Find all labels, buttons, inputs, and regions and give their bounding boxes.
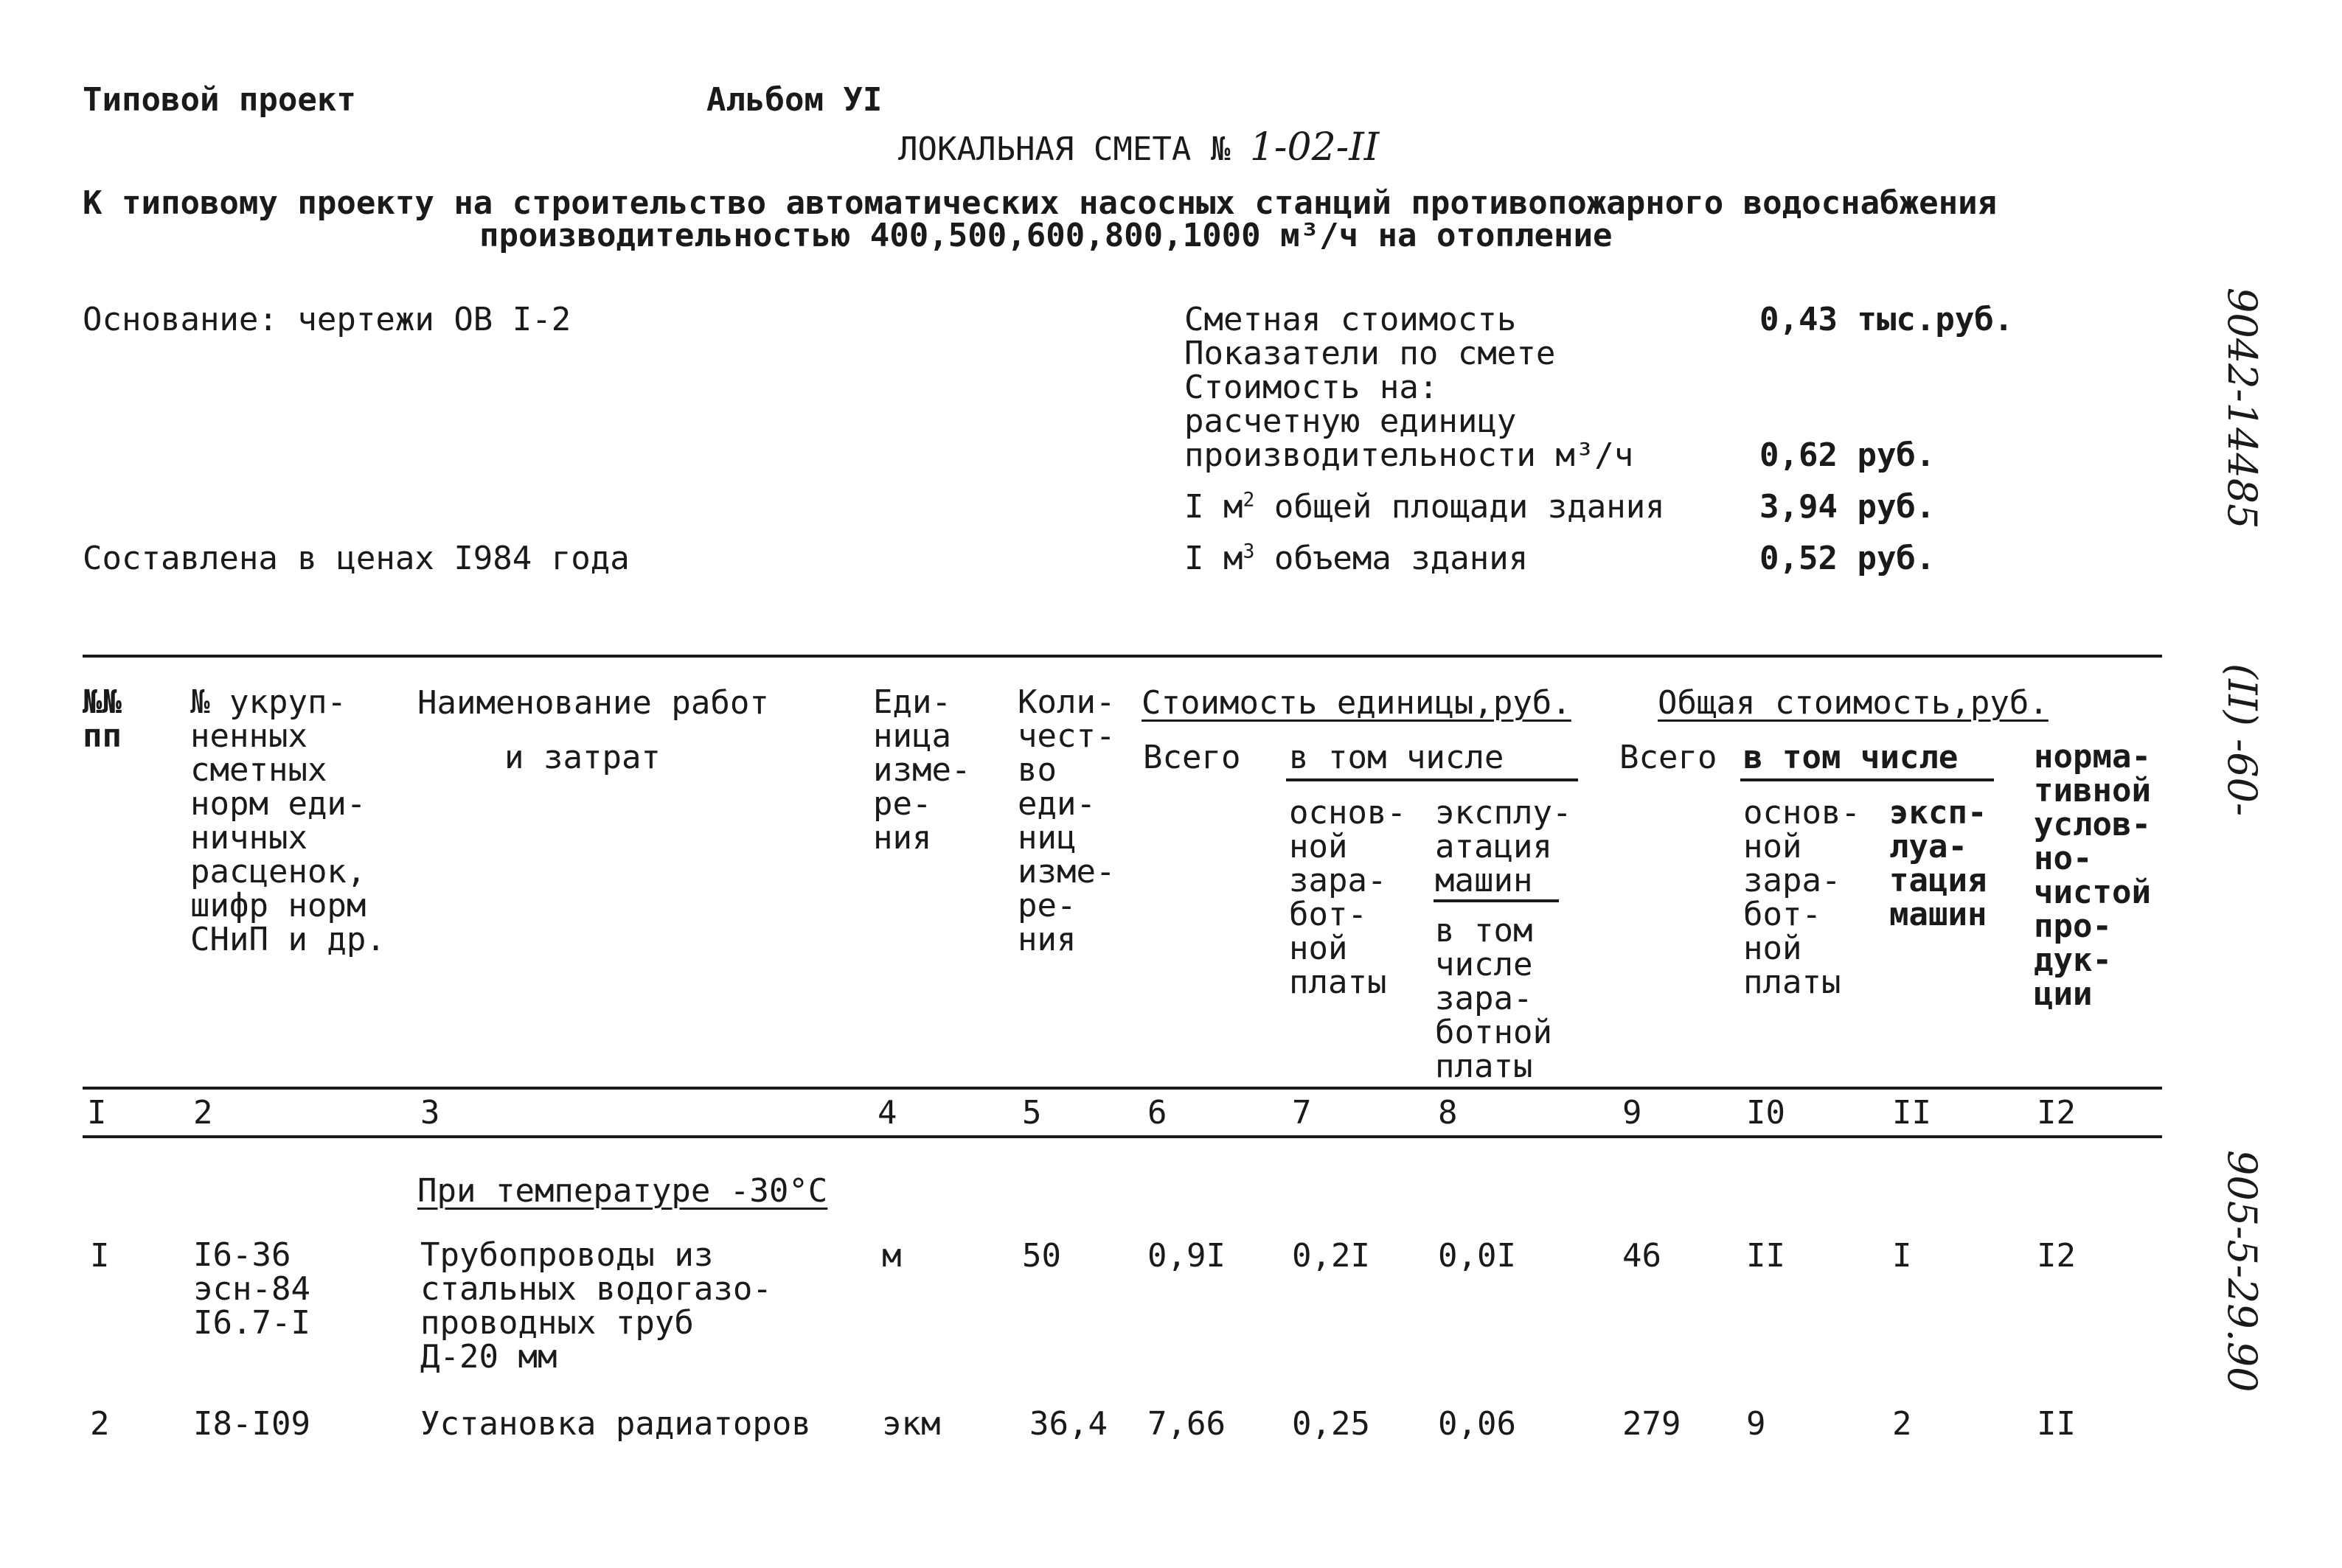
estimate-title (898, 125, 1380, 170)
volume-label-sup: 3 (1243, 540, 1255, 563)
row1-unit: м (882, 1237, 902, 1275)
row1-code (193, 1238, 310, 1340)
col2-header (190, 683, 386, 958)
col3-header-line2: и затрат (504, 739, 661, 776)
unit-including-underline (1286, 778, 1578, 781)
total-including-header: в том числе (1743, 739, 1959, 776)
col4-header-text: Еди- ница изме- ре- ния (873, 683, 971, 857)
col5-header-text: Коли- чест- во еди- ниц изме- ре- ния (1018, 683, 1116, 958)
row1-code-text: I6-36 эсн-84 I6.7-I (193, 1236, 310, 1342)
normative-header (2034, 740, 2151, 1011)
basis-label: Основание: чертежи ОВ I-2 (83, 301, 571, 338)
row1-unit-wage: 0,2I (1292, 1237, 1370, 1275)
colnum-7: 7 (1292, 1094, 1312, 1132)
cost-per-label: Стоимость на: (1184, 369, 1439, 406)
header-bottom-rule (83, 1087, 2162, 1090)
colnum-11: II (1892, 1094, 1931, 1132)
colnum-2: 2 (193, 1094, 213, 1132)
unit-incl-wage-header (1435, 914, 1552, 1084)
unit-machine-text: эксплу- атация машин (1435, 794, 1572, 899)
total-machine-text: эксп- луа- тация машин (1889, 794, 1987, 933)
total-cost-group-header: Общая стоимость,руб. (1658, 684, 2049, 722)
section-title: При температуре -30°С (417, 1172, 828, 1210)
row2-total: 279 (1622, 1405, 1681, 1443)
total-machine-header (1889, 796, 1987, 932)
row1-unit-total: 0,9I (1147, 1237, 1226, 1275)
row2-code: I8-I09 (193, 1405, 310, 1443)
row1-total-machine: I (1892, 1237, 1912, 1275)
colnum-6: 6 (1147, 1094, 1167, 1132)
col2-header-text: № укруп- ненных сметных норм еди- ничных расценок, шифр норм СНиП и др. (190, 683, 386, 958)
colnum-10: I0 (1746, 1094, 1785, 1132)
volume-label (1184, 541, 1528, 576)
unit-base-wage-header (1289, 796, 1406, 1000)
area-label-sup: 2 (1243, 488, 1255, 512)
colnum-9: 9 (1622, 1094, 1642, 1132)
row2-unit-total: 7,66 (1147, 1405, 1226, 1443)
column-numbers-rule (83, 1135, 2162, 1138)
subject-line-1: К типовому проекту на строительство автоматических насосных станций противопожарного водоснабжения (83, 184, 1998, 222)
unit-label-1: расчетную единицу (1184, 403, 1517, 440)
colnum-8: 8 (1438, 1094, 1458, 1132)
unit-value: 0,62 руб. (1759, 436, 1936, 474)
row2-unit: экм (882, 1405, 941, 1443)
area-label-prefix: I м (1184, 488, 1243, 526)
row2-total-machine: 2 (1892, 1405, 1912, 1443)
cost-value: 0,43 тыс.руб. (1759, 301, 2014, 338)
row1-number: I (90, 1237, 110, 1275)
prices-label: Составлена в ценах I984 года (83, 540, 630, 577)
col1-header-text: №№ пп (83, 683, 122, 755)
col5-header (1018, 683, 1116, 958)
area-value: 3,94 руб. (1759, 488, 1936, 526)
margin-note-1: 9042-14485 (2219, 288, 2265, 529)
row2-number: 2 (90, 1405, 110, 1443)
row1-name (420, 1238, 772, 1374)
colnum-5: 5 (1022, 1094, 1042, 1132)
row2-name: Установка радиаторов (420, 1405, 811, 1443)
margin-note-3: 905-5-29.90 (2219, 1150, 2265, 1393)
album-label: Альбом УI (706, 81, 883, 119)
unit-label-2: производительности м³/ч (1184, 436, 1634, 474)
estimate-number: 1-02-II (1249, 125, 1380, 170)
colnum-1: I (87, 1094, 107, 1132)
margin-note-2: (II) -60- (2219, 663, 2265, 817)
total-base-wage-text: основ- ной зара- бот- ной платы (1743, 794, 1860, 1001)
unit-including-header: в том числе (1289, 739, 1504, 776)
area-label-rest: общей площади здания (1254, 488, 1665, 526)
row2-unit-machine: 0,06 (1438, 1405, 1516, 1443)
row1-total-wage: II (1746, 1237, 1785, 1275)
unit-cost-group-header: Стоимость единицы,руб. (1142, 684, 1571, 722)
unit-base-wage-text: основ- ной зара- бот- ной платы (1289, 794, 1406, 1001)
unit-machine-header (1435, 796, 1571, 898)
row1-normative: I2 (2037, 1237, 2076, 1275)
unit-incl-wage-text: в том числе зара- ботной платы (1435, 912, 1552, 1085)
normative-text: норма- тивной услов- но- чистой про- дук- ции (2034, 738, 2151, 1013)
row1-name-text: Трубопроводы из стальных водогазо- проводных труб Д-20 мм (420, 1236, 772, 1376)
row2-normative: II (2037, 1405, 2076, 1443)
row2-unit-wage: 0,25 (1292, 1405, 1370, 1443)
col4-header (873, 683, 971, 857)
total-base-wage-header (1743, 796, 1860, 1000)
table-top-rule (83, 655, 2162, 658)
row1-unit-machine: 0,0I (1438, 1237, 1516, 1275)
indicators-label: Показатели по смете (1184, 335, 1556, 372)
colnum-4: 4 (878, 1094, 897, 1132)
subject-line-2: производительностью 400,500,600,800,1000 м³/ч на отопление (479, 217, 1613, 254)
colnum-3: 3 (420, 1094, 440, 1132)
total2-header: Всего (1619, 739, 1717, 776)
volume-label-rest: объема здания (1254, 540, 1529, 577)
col1-header (83, 683, 122, 755)
row1-total: 46 (1622, 1237, 1661, 1275)
volume-value: 0,52 руб. (1759, 540, 1936, 577)
col3-header-line1: Наименование работ (417, 684, 769, 722)
unit-machine-underline (1434, 899, 1559, 902)
total-including-underline (1740, 778, 1994, 781)
cost-label: Сметная стоимость (1184, 301, 1517, 338)
unit-total-header: Всего (1143, 739, 1241, 776)
colnum-12: I2 (2037, 1094, 2076, 1132)
typical-project-label: Типовой проект (83, 81, 356, 119)
row2-qty: 36,4 (1029, 1405, 1108, 1443)
area-label (1184, 489, 1665, 525)
row1-qty: 50 (1022, 1237, 1061, 1275)
row2-total-wage: 9 (1746, 1405, 1766, 1443)
volume-label-prefix: I м (1184, 540, 1243, 577)
estimate-title-text: ЛОКАЛЬНАЯ СМЕТА № (898, 130, 1231, 168)
